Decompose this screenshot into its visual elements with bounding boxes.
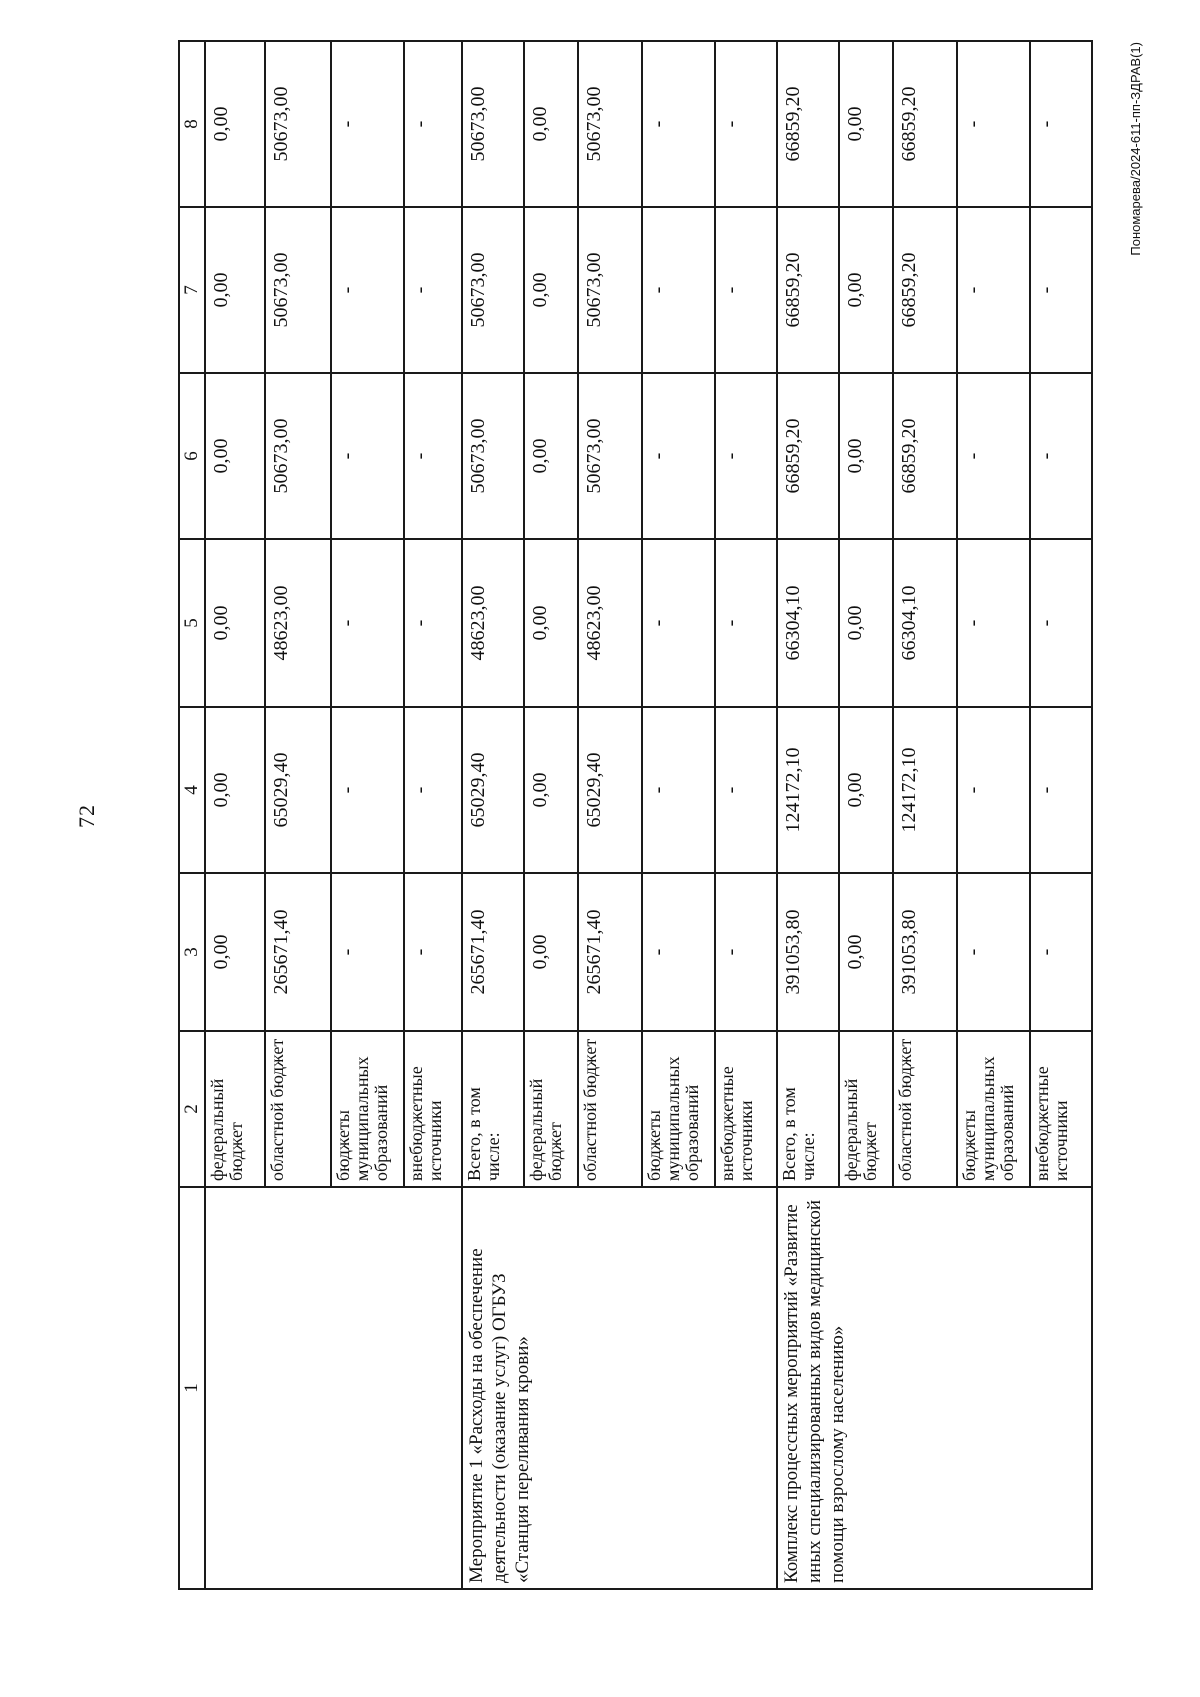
- amount-cell: 66304,10: [777, 539, 839, 707]
- amount-cell: 0,00: [205, 41, 265, 207]
- amount-cell: 50673,00: [462, 41, 524, 207]
- amount-cell: -: [642, 873, 714, 1031]
- table-row: [777, 41, 839, 1589]
- amount-cell: 48623,00: [265, 539, 331, 707]
- column-number: 3: [179, 873, 205, 1031]
- amount-cell: -: [642, 207, 714, 373]
- amount-cell: -: [642, 41, 714, 207]
- column-number: 4: [179, 707, 205, 873]
- amount-cell: -: [957, 373, 1029, 539]
- amount-cell: 66304,10: [893, 539, 957, 707]
- funding-source-cell: внебюджетные источники: [404, 1031, 462, 1187]
- amount-cell: -: [1030, 873, 1092, 1031]
- amount-cell: 65029,40: [265, 707, 331, 873]
- amount-cell: 265671,40: [265, 873, 331, 1031]
- amount-cell: 0,00: [524, 707, 578, 873]
- amount-cell: 0,00: [524, 539, 578, 707]
- amount-cell: -: [957, 707, 1029, 873]
- amount-cell: -: [957, 41, 1029, 207]
- amount-cell: 391053,80: [777, 873, 839, 1031]
- amount-cell: 0,00: [205, 207, 265, 373]
- amount-cell: 48623,00: [462, 539, 524, 707]
- amount-cell: 0,00: [205, 539, 265, 707]
- amount-cell: -: [957, 539, 1029, 707]
- amount-cell: -: [715, 41, 777, 207]
- amount-cell: 50673,00: [462, 207, 524, 373]
- amount-cell: 50673,00: [462, 373, 524, 539]
- amount-cell: -: [715, 707, 777, 873]
- amount-cell: 0,00: [839, 539, 893, 707]
- column-number: 1: [179, 1187, 205, 1589]
- amount-cell: 124172,10: [777, 707, 839, 873]
- amount-cell: -: [957, 873, 1029, 1031]
- funding-source-cell: бюджеты муниципальных образований: [642, 1031, 714, 1187]
- footer-reference: Пономарева/2024-611-пп-ЗДРАВ(1): [1128, 42, 1143, 256]
- amount-cell: 50673,00: [265, 41, 331, 207]
- amount-cell: 66859,20: [777, 207, 839, 373]
- amount-cell: 66859,20: [893, 41, 957, 207]
- table-body: [179, 41, 1092, 1589]
- amount-cell: 0,00: [524, 873, 578, 1031]
- amount-cell: 0,00: [839, 373, 893, 539]
- amount-cell: -: [331, 373, 403, 539]
- amount-cell: -: [331, 873, 403, 1031]
- amount-cell: 124172,10: [893, 707, 957, 873]
- amount-cell: -: [715, 539, 777, 707]
- column-number-row: [179, 41, 205, 1589]
- amount-cell: 0,00: [205, 707, 265, 873]
- amount-cell: 50673,00: [265, 373, 331, 539]
- amount-cell: 50673,00: [578, 373, 642, 539]
- amount-cell: -: [642, 707, 714, 873]
- funding-source-cell: Всего, в том числе:: [777, 1031, 839, 1187]
- amount-cell: 0,00: [839, 707, 893, 873]
- amount-cell: -: [1030, 41, 1092, 207]
- amount-cell: 50673,00: [578, 207, 642, 373]
- column-number: 5: [179, 539, 205, 707]
- amount-cell: 0,00: [205, 373, 265, 539]
- amount-cell: 66859,20: [893, 373, 957, 539]
- funding-source-cell: Всего, в том числе:: [462, 1031, 524, 1187]
- amount-cell: -: [404, 873, 462, 1031]
- amount-cell: 50673,00: [578, 41, 642, 207]
- amount-cell: -: [331, 707, 403, 873]
- amount-cell: -: [404, 207, 462, 373]
- column-number: 8: [179, 41, 205, 207]
- funding-source-cell: федеральный бюджет: [205, 1031, 265, 1187]
- amount-cell: -: [404, 373, 462, 539]
- amount-cell: -: [715, 207, 777, 373]
- funding-source-cell: областной бюджет: [265, 1031, 331, 1187]
- amount-cell: 66859,20: [777, 41, 839, 207]
- amount-cell: 0,00: [839, 41, 893, 207]
- amount-cell: -: [1030, 707, 1092, 873]
- amount-cell: 0,00: [524, 207, 578, 373]
- amount-cell: 66859,20: [777, 373, 839, 539]
- amount-cell: -: [715, 373, 777, 539]
- amount-cell: -: [404, 707, 462, 873]
- amount-cell: 0,00: [524, 373, 578, 539]
- amount-cell: 0,00: [839, 207, 893, 373]
- amount-cell: -: [331, 207, 403, 373]
- amount-cell: 265671,40: [462, 873, 524, 1031]
- funding-source-cell: внебюджетные источники: [715, 1031, 777, 1187]
- budget-table: [178, 40, 1093, 1590]
- amount-cell: -: [1030, 373, 1092, 539]
- amount-cell: 0,00: [839, 873, 893, 1031]
- amount-cell: -: [642, 539, 714, 707]
- table-row: [462, 41, 524, 1589]
- column-number: 7: [179, 207, 205, 373]
- amount-cell: -: [404, 41, 462, 207]
- page-number: 72: [74, 804, 99, 828]
- amount-cell: 265671,40: [578, 873, 642, 1031]
- amount-cell: 65029,40: [462, 707, 524, 873]
- funding-source-cell: федеральный бюджет: [524, 1031, 578, 1187]
- amount-cell: -: [331, 41, 403, 207]
- column-number: 2: [179, 1031, 205, 1187]
- group-name-cell: [205, 1187, 462, 1589]
- funding-source-cell: бюджеты муниципальных образований: [331, 1031, 403, 1187]
- table-row: [205, 41, 265, 1589]
- amount-cell: 48623,00: [578, 539, 642, 707]
- amount-cell: 50673,00: [265, 207, 331, 373]
- amount-cell: -: [1030, 207, 1092, 373]
- amount-cell: 66859,20: [893, 207, 957, 373]
- column-number: 6: [179, 373, 205, 539]
- amount-cell: 391053,80: [893, 873, 957, 1031]
- group-name-cell: Комплекс процессных мероприятий «Развитие иных специализированных видов медицинской помощи взрослому населению»: [777, 1187, 1092, 1589]
- funding-source-cell: областной бюджет: [578, 1031, 642, 1187]
- funding-source-cell: внебюджетные источники: [1030, 1031, 1092, 1187]
- funding-source-cell: федеральный бюджет: [839, 1031, 893, 1187]
- amount-cell: 0,00: [524, 41, 578, 207]
- amount-cell: -: [715, 873, 777, 1031]
- amount-cell: -: [957, 207, 1029, 373]
- amount-cell: -: [331, 539, 403, 707]
- amount-cell: -: [1030, 539, 1092, 707]
- group-name-cell: Мероприятие 1 «Расходы на обеспечение деятельности (оказание услуг) ОГБУЗ «Станция переливания крови»: [462, 1187, 777, 1589]
- amount-cell: 0,00: [205, 873, 265, 1031]
- amount-cell: 65029,40: [578, 707, 642, 873]
- funding-source-cell: бюджеты муниципальных образований: [957, 1031, 1029, 1187]
- amount-cell: -: [642, 373, 714, 539]
- rotated-page: [74, 42, 1143, 1590]
- amount-cell: -: [404, 539, 462, 707]
- funding-source-cell: областной бюджет: [893, 1031, 957, 1187]
